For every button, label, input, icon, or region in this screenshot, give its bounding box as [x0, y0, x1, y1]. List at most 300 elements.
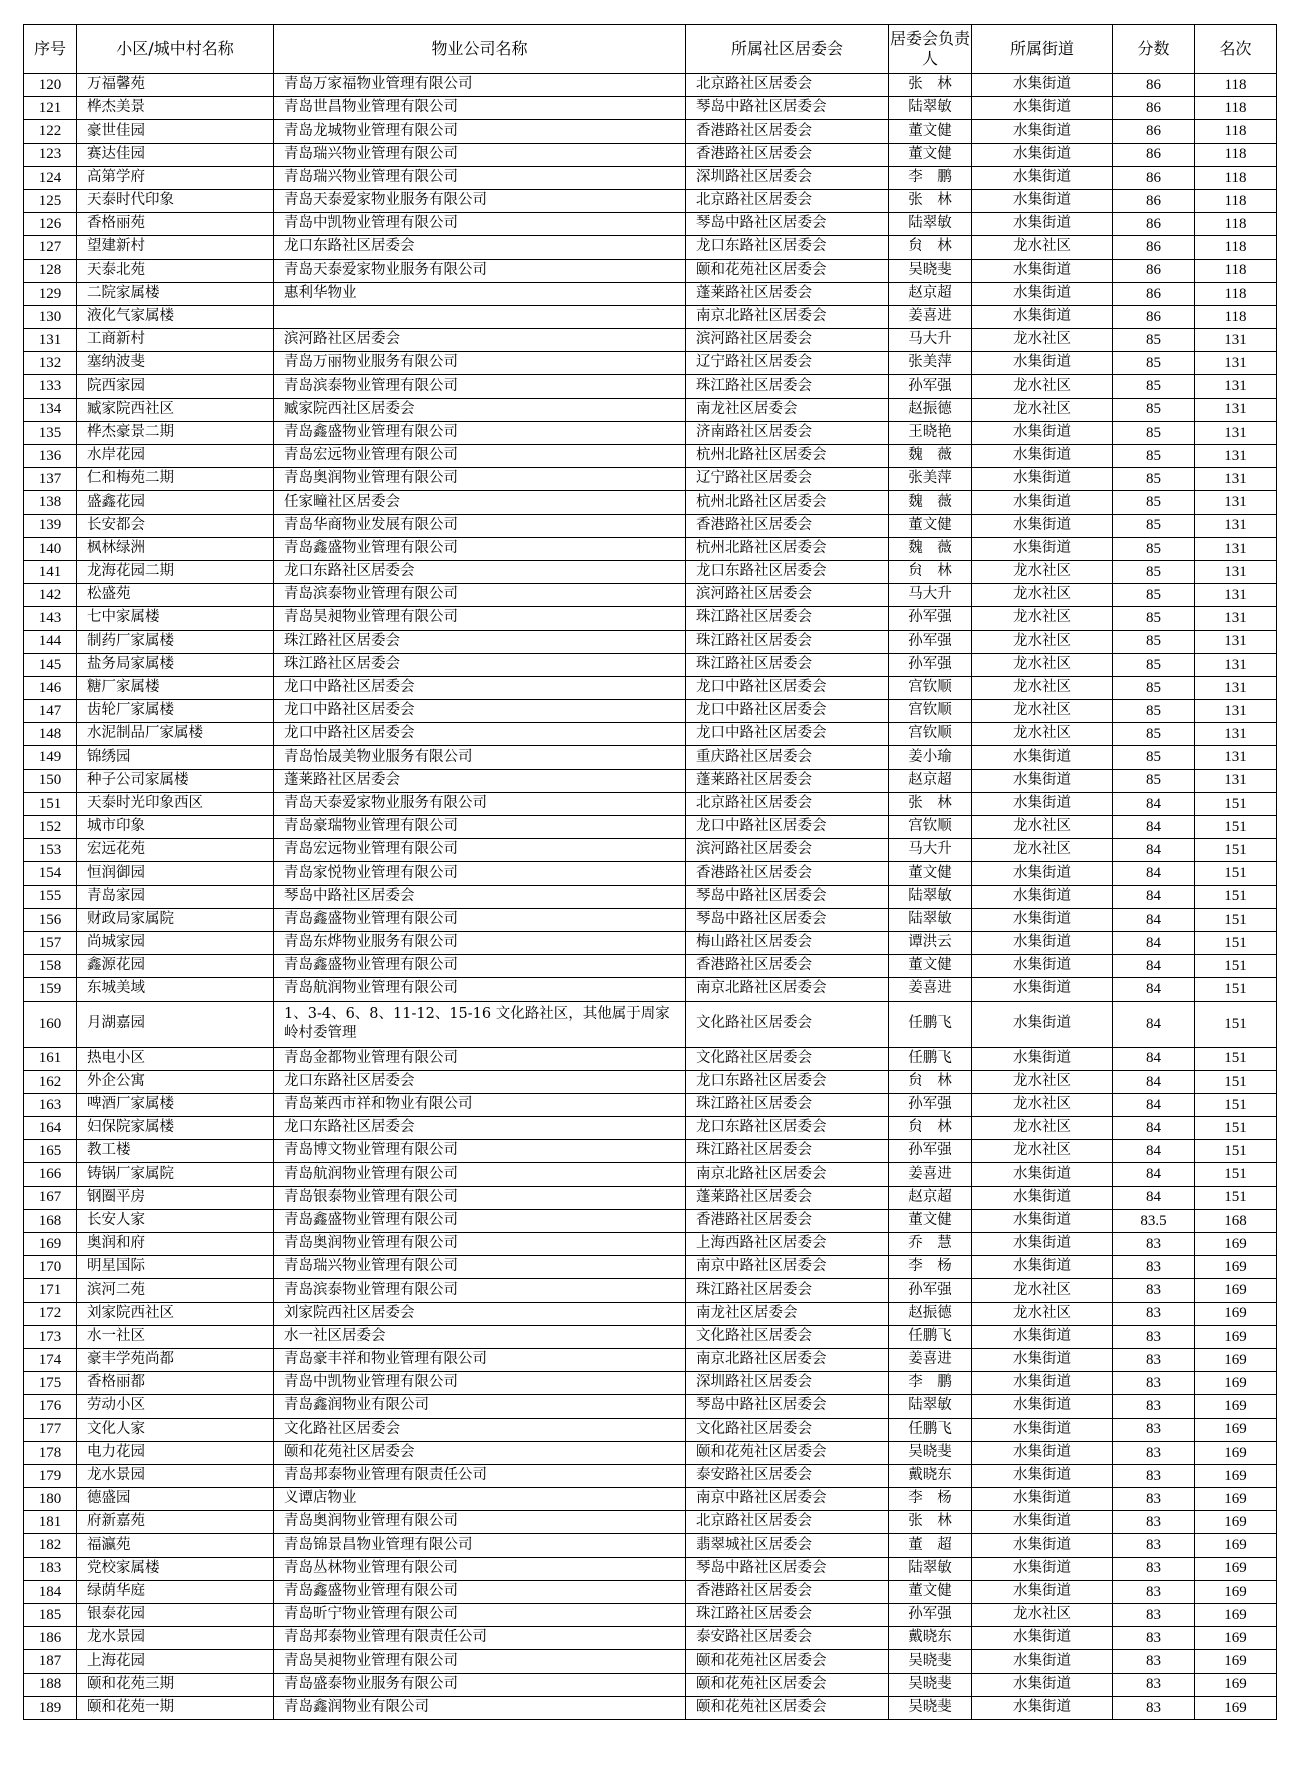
cell-subdistrict: 水集街道 — [972, 352, 1113, 375]
cell-score: 83 — [1113, 1441, 1195, 1464]
table-row — [24, 607, 1277, 630]
cell-residents-committee: 文化路社区居委会 — [686, 1418, 889, 1441]
cell-residents-committee: 香港路社区居委会 — [686, 1209, 889, 1232]
cell-community-name: 齿轮厂家属楼 — [77, 700, 274, 723]
cell-committee-head: 赵京超 — [889, 282, 972, 305]
cell-committee-head: 张 林 — [889, 74, 972, 97]
cell-committee-head: 吴晓斐 — [889, 1650, 972, 1673]
cell-property-company: 龙口中路社区居委会 — [274, 700, 686, 723]
cell-index: 164 — [24, 1117, 77, 1140]
cell-index: 130 — [24, 305, 77, 328]
cell-residents-committee: 文化路社区居委会 — [686, 1325, 889, 1348]
cell-residents-committee: 琴岛中路社区居委会 — [686, 97, 889, 120]
cell-index: 166 — [24, 1163, 77, 1186]
cell-subdistrict: 水集街道 — [972, 74, 1113, 97]
cell-subdistrict: 水集街道 — [972, 1325, 1113, 1348]
cell-rank: 131 — [1195, 468, 1277, 491]
cell-residents-committee: 香港路社区居委会 — [686, 1580, 889, 1603]
cell-community-name: 臧家院西社区 — [77, 398, 274, 421]
cell-community-name: 宏远花苑 — [77, 839, 274, 862]
cell-index: 161 — [24, 1047, 77, 1070]
cell-rank: 169 — [1195, 1511, 1277, 1534]
cell-index: 173 — [24, 1325, 77, 1348]
table-row — [24, 560, 1277, 583]
cell-committee-head: 董 超 — [889, 1534, 972, 1557]
cell-index: 128 — [24, 259, 77, 282]
cell-residents-committee: 北京路社区居委会 — [686, 792, 889, 815]
cell-community-name: 铸锅厂家属院 — [77, 1163, 274, 1186]
cell-property-company: 青岛天泰爱家物业服务有限公司 — [274, 189, 686, 212]
cell-committee-head: 马大升 — [889, 839, 972, 862]
cell-committee-head: 张 林 — [889, 792, 972, 815]
header-committee-head: 居委会负责人 — [889, 25, 972, 74]
cell-score: 85 — [1113, 723, 1195, 746]
cell-subdistrict: 水集街道 — [972, 1696, 1113, 1719]
table-row — [24, 1163, 1277, 1186]
table-row — [24, 97, 1277, 120]
table-row — [24, 1325, 1277, 1348]
cell-index: 142 — [24, 584, 77, 607]
cell-residents-committee: 北京路社区居委会 — [686, 189, 889, 212]
cell-property-company: 龙口东路社区居委会 — [274, 560, 686, 583]
table-row — [24, 584, 1277, 607]
cell-property-company: 青岛莱西市祥和物业有限公司 — [274, 1093, 686, 1116]
cell-index: 132 — [24, 352, 77, 375]
cell-rank: 131 — [1195, 514, 1277, 537]
cell-property-company: 青岛宏远物业管理有限公司 — [274, 445, 686, 468]
cell-rank: 169 — [1195, 1348, 1277, 1371]
cell-property-company: 惠利华物业 — [274, 282, 686, 305]
cell-rank: 169 — [1195, 1279, 1277, 1302]
cell-score: 85 — [1113, 653, 1195, 676]
cell-rank: 151 — [1195, 1093, 1277, 1116]
cell-index: 126 — [24, 213, 77, 236]
cell-property-company: 青岛滨泰物业管理有限公司 — [274, 584, 686, 607]
cell-score: 85 — [1113, 746, 1195, 769]
cell-property-company: 青岛世昌物业管理有限公司 — [274, 97, 686, 120]
cell-rank: 169 — [1195, 1256, 1277, 1279]
cell-score: 84 — [1113, 1186, 1195, 1209]
cell-score: 85 — [1113, 607, 1195, 630]
cell-committee-head: 孙军强 — [889, 607, 972, 630]
cell-score: 84 — [1113, 885, 1195, 908]
cell-index: 163 — [24, 1093, 77, 1116]
cell-property-company: 青岛航润物业管理有限公司 — [274, 978, 686, 1001]
cell-rank: 169 — [1195, 1696, 1277, 1719]
cell-residents-committee: 珠江路社区居委会 — [686, 607, 889, 630]
cell-subdistrict: 水集街道 — [972, 213, 1113, 236]
cell-residents-committee: 北京路社区居委会 — [686, 1511, 889, 1534]
cell-score: 85 — [1113, 700, 1195, 723]
cell-residents-committee: 南京北路社区居委会 — [686, 978, 889, 1001]
cell-score: 83.5 — [1113, 1209, 1195, 1232]
table-row — [24, 1372, 1277, 1395]
table-row — [24, 862, 1277, 885]
cell-subdistrict: 龙水社区 — [972, 375, 1113, 398]
cell-subdistrict: 龙水社区 — [972, 584, 1113, 607]
cell-committee-head: 姜小瑜 — [889, 746, 972, 769]
cell-community-name: 赛达佳园 — [77, 143, 274, 166]
cell-community-name: 桦杰美景 — [77, 97, 274, 120]
cell-community-name: 妇保院家属楼 — [77, 1117, 274, 1140]
cell-committee-head: 陆翠敏 — [889, 1557, 972, 1580]
cell-committee-head: 任鹏飞 — [889, 1001, 972, 1047]
cell-subdistrict: 水集街道 — [972, 1673, 1113, 1696]
cell-residents-committee: 南京北路社区居委会 — [686, 305, 889, 328]
cell-community-name: 液化气家属楼 — [77, 305, 274, 328]
cell-score: 84 — [1113, 839, 1195, 862]
cell-rank: 131 — [1195, 630, 1277, 653]
cell-index: 122 — [24, 120, 77, 143]
cell-subdistrict: 水集街道 — [972, 120, 1113, 143]
cell-property-company: 龙口中路社区居委会 — [274, 676, 686, 699]
cell-residents-committee: 龙口东路社区居委会 — [686, 1070, 889, 1093]
cell-community-name: 党校家属楼 — [77, 1557, 274, 1580]
table-body — [24, 74, 1277, 1720]
table-row — [24, 1464, 1277, 1487]
cell-committee-head: 贠 林 — [889, 1070, 972, 1093]
header-score: 分数 — [1113, 25, 1195, 74]
cell-property-company: 青岛龙城物业管理有限公司 — [274, 120, 686, 143]
cell-residents-committee: 龙口中路社区居委会 — [686, 816, 889, 839]
cell-residents-committee: 重庆路社区居委会 — [686, 746, 889, 769]
cell-committee-head: 陆翠敏 — [889, 1395, 972, 1418]
cell-property-company: 青岛华商物业发展有限公司 — [274, 514, 686, 537]
table-row — [24, 375, 1277, 398]
cell-community-name: 枫林绿洲 — [77, 537, 274, 560]
ranking-sheet — [23, 24, 1276, 1720]
cell-score: 83 — [1113, 1464, 1195, 1487]
cell-subdistrict: 水集街道 — [972, 259, 1113, 282]
cell-index: 125 — [24, 189, 77, 212]
cell-committee-head: 孙军强 — [889, 653, 972, 676]
cell-residents-committee: 南京中路社区居委会 — [686, 1256, 889, 1279]
cell-subdistrict: 水集街道 — [972, 1441, 1113, 1464]
table-row — [24, 908, 1277, 931]
cell-score: 86 — [1113, 282, 1195, 305]
table-row — [24, 213, 1277, 236]
cell-community-name: 糖厂家属楼 — [77, 676, 274, 699]
cell-score: 86 — [1113, 236, 1195, 259]
cell-subdistrict: 龙水社区 — [972, 1279, 1113, 1302]
cell-property-company: 青岛鑫盛物业管理有限公司 — [274, 537, 686, 560]
table-row — [24, 1418, 1277, 1441]
cell-rank: 151 — [1195, 1140, 1277, 1163]
cell-residents-committee: 南京北路社区居委会 — [686, 1348, 889, 1371]
cell-index: 176 — [24, 1395, 77, 1418]
cell-index: 140 — [24, 537, 77, 560]
cell-committee-head: 任鹏飞 — [889, 1325, 972, 1348]
cell-residents-committee: 龙口中路社区居委会 — [686, 723, 889, 746]
cell-rank: 131 — [1195, 700, 1277, 723]
cell-committee-head: 宫钦顺 — [889, 700, 972, 723]
cell-rank: 169 — [1195, 1441, 1277, 1464]
cell-residents-committee: 珠江路社区居委会 — [686, 375, 889, 398]
cell-community-name: 天泰北苑 — [77, 259, 274, 282]
cell-index: 154 — [24, 862, 77, 885]
cell-index: 134 — [24, 398, 77, 421]
cell-index: 150 — [24, 769, 77, 792]
cell-community-name: 劳动小区 — [77, 1395, 274, 1418]
cell-property-company: 臧家院西社区居委会 — [274, 398, 686, 421]
cell-community-name: 城市印象 — [77, 816, 274, 839]
cell-community-name: 啤酒厂家属楼 — [77, 1093, 274, 1116]
cell-subdistrict: 龙水社区 — [972, 1302, 1113, 1325]
cell-residents-committee: 深圳路社区居委会 — [686, 166, 889, 189]
cell-rank: 169 — [1195, 1302, 1277, 1325]
cell-rank: 118 — [1195, 305, 1277, 328]
cell-committee-head: 马大升 — [889, 329, 972, 352]
cell-subdistrict: 水集街道 — [972, 1001, 1113, 1047]
cell-subdistrict: 水集街道 — [972, 143, 1113, 166]
cell-index: 168 — [24, 1209, 77, 1232]
cell-property-company: 青岛航润物业管理有限公司 — [274, 1163, 686, 1186]
cell-subdistrict: 水集街道 — [972, 885, 1113, 908]
table-row — [24, 630, 1277, 653]
table-row — [24, 700, 1277, 723]
cell-residents-committee: 龙口中路社区居委会 — [686, 700, 889, 723]
cell-community-name: 长安人家 — [77, 1209, 274, 1232]
cell-index: 145 — [24, 653, 77, 676]
cell-community-name: 明星国际 — [77, 1256, 274, 1279]
cell-property-company: 青岛鑫盛物业管理有限公司 — [274, 1209, 686, 1232]
cell-score: 86 — [1113, 143, 1195, 166]
cell-committee-head: 任鹏飞 — [889, 1418, 972, 1441]
cell-rank: 131 — [1195, 352, 1277, 375]
cell-rank: 151 — [1195, 978, 1277, 1001]
cell-property-company: 青岛鑫盛物业管理有限公司 — [274, 908, 686, 931]
cell-subdistrict: 龙水社区 — [972, 1604, 1113, 1627]
cell-property-company: 青岛锦景昌物业管理有限公司 — [274, 1534, 686, 1557]
cell-index: 136 — [24, 445, 77, 468]
table-row — [24, 514, 1277, 537]
cell-community-name: 电力花园 — [77, 1441, 274, 1464]
cell-index: 148 — [24, 723, 77, 746]
table-row — [24, 259, 1277, 282]
cell-committee-head: 张 林 — [889, 189, 972, 212]
cell-rank: 169 — [1195, 1604, 1277, 1627]
cell-committee-head: 贠 林 — [889, 560, 972, 583]
cell-score: 85 — [1113, 491, 1195, 514]
cell-community-name: 水岸花园 — [77, 445, 274, 468]
cell-residents-committee: 滨河路社区居委会 — [686, 329, 889, 352]
cell-community-name: 种子公司家属楼 — [77, 769, 274, 792]
table-row — [24, 282, 1277, 305]
cell-community-name: 豪丰学苑尚都 — [77, 1348, 274, 1371]
cell-index: 120 — [24, 74, 77, 97]
cell-property-company: 青岛瑞兴物业管理有限公司 — [274, 143, 686, 166]
cell-property-company: 青岛家悦物业管理有限公司 — [274, 862, 686, 885]
cell-rank: 151 — [1195, 908, 1277, 931]
cell-property-company: 青岛瑞兴物业管理有限公司 — [274, 166, 686, 189]
cell-property-company: 青岛金都物业管理有限公司 — [274, 1047, 686, 1070]
cell-subdistrict: 水集街道 — [972, 1348, 1113, 1371]
cell-property-company: 青岛昊昶物业管理有限公司 — [274, 607, 686, 630]
cell-residents-committee: 颐和花苑社区居委会 — [686, 1650, 889, 1673]
cell-score: 84 — [1113, 955, 1195, 978]
table-row — [24, 421, 1277, 444]
cell-committee-head: 吴晓斐 — [889, 1696, 972, 1719]
cell-rank: 131 — [1195, 584, 1277, 607]
cell-residents-committee: 上海西路社区居委会 — [686, 1233, 889, 1256]
cell-score: 83 — [1113, 1557, 1195, 1580]
cell-subdistrict: 龙水社区 — [972, 607, 1113, 630]
cell-property-company: 青岛豪丰祥和物业管理有限公司 — [274, 1348, 686, 1371]
cell-residents-committee: 珠江路社区居委会 — [686, 630, 889, 653]
table-row — [24, 1186, 1277, 1209]
cell-score: 84 — [1113, 908, 1195, 931]
table-row — [24, 839, 1277, 862]
cell-committee-head: 张美萍 — [889, 352, 972, 375]
cell-score: 85 — [1113, 630, 1195, 653]
cell-rank: 131 — [1195, 723, 1277, 746]
cell-committee-head: 孙军强 — [889, 1279, 972, 1302]
cell-community-name: 香格丽都 — [77, 1372, 274, 1395]
table-row — [24, 537, 1277, 560]
cell-subdistrict: 水集街道 — [972, 1186, 1113, 1209]
cell-subdistrict: 龙水社区 — [972, 630, 1113, 653]
cell-residents-committee: 颐和花苑社区居委会 — [686, 1673, 889, 1696]
cell-community-name: 钢圈平房 — [77, 1186, 274, 1209]
cell-rank: 118 — [1195, 236, 1277, 259]
cell-community-name: 香格丽苑 — [77, 213, 274, 236]
cell-subdistrict: 龙水社区 — [972, 1093, 1113, 1116]
cell-index: 155 — [24, 885, 77, 908]
cell-score: 86 — [1113, 74, 1195, 97]
cell-index: 162 — [24, 1070, 77, 1093]
cell-score: 83 — [1113, 1673, 1195, 1696]
cell-subdistrict: 水集街道 — [972, 282, 1113, 305]
cell-property-company: 青岛中凯物业管理有限公司 — [274, 213, 686, 236]
cell-subdistrict: 水集街道 — [972, 1627, 1113, 1650]
cell-committee-head: 董文健 — [889, 1209, 972, 1232]
cell-index: 156 — [24, 908, 77, 931]
cell-residents-committee: 珠江路社区居委会 — [686, 1140, 889, 1163]
cell-community-name: 上海花园 — [77, 1650, 274, 1673]
cell-index: 178 — [24, 1441, 77, 1464]
cell-index: 177 — [24, 1418, 77, 1441]
cell-community-name: 福瀛苑 — [77, 1534, 274, 1557]
cell-index: 181 — [24, 1511, 77, 1534]
cell-rank: 118 — [1195, 74, 1277, 97]
cell-index: 189 — [24, 1696, 77, 1719]
cell-residents-committee: 泰安路社区居委会 — [686, 1464, 889, 1487]
cell-committee-head: 王晓艳 — [889, 421, 972, 444]
table-row — [24, 769, 1277, 792]
cell-community-name: 文化人家 — [77, 1418, 274, 1441]
cell-subdistrict: 水集街道 — [972, 1372, 1113, 1395]
cell-index: 139 — [24, 514, 77, 537]
cell-residents-committee: 北京路社区居委会 — [686, 74, 889, 97]
cell-rank: 131 — [1195, 769, 1277, 792]
cell-rank: 118 — [1195, 213, 1277, 236]
cell-subdistrict: 龙水社区 — [972, 816, 1113, 839]
table-row — [24, 1279, 1277, 1302]
cell-index: 171 — [24, 1279, 77, 1302]
cell-index: 141 — [24, 560, 77, 583]
cell-subdistrict: 龙水社区 — [972, 700, 1113, 723]
cell-subdistrict: 水集街道 — [972, 1163, 1113, 1186]
table-row — [24, 1209, 1277, 1232]
cell-community-name: 刘家院西社区 — [77, 1302, 274, 1325]
cell-subdistrict: 水集街道 — [972, 1418, 1113, 1441]
cell-index: 158 — [24, 955, 77, 978]
cell-community-name: 水一社区 — [77, 1325, 274, 1348]
cell-subdistrict: 水集街道 — [972, 1395, 1113, 1418]
cell-rank: 151 — [1195, 839, 1277, 862]
cell-residents-committee: 滨河路社区居委会 — [686, 584, 889, 607]
cell-index: 167 — [24, 1186, 77, 1209]
cell-committee-head: 魏 薇 — [889, 537, 972, 560]
cell-score: 86 — [1113, 166, 1195, 189]
cell-residents-committee: 南京北路社区居委会 — [686, 1163, 889, 1186]
table-row — [24, 653, 1277, 676]
cell-committee-head: 李 杨 — [889, 1488, 972, 1511]
cell-subdistrict: 水集街道 — [972, 1650, 1113, 1673]
cell-subdistrict: 龙水社区 — [972, 236, 1113, 259]
cell-index: 187 — [24, 1650, 77, 1673]
header-residents-committee: 所属社区居委会 — [686, 25, 889, 74]
header-property-company: 物业公司名称 — [274, 25, 686, 74]
cell-rank: 131 — [1195, 375, 1277, 398]
cell-committee-head: 姜喜进 — [889, 978, 972, 1001]
cell-committee-head: 孙军强 — [889, 1140, 972, 1163]
cell-community-name: 二院家属楼 — [77, 282, 274, 305]
cell-score: 83 — [1113, 1233, 1195, 1256]
table-row — [24, 746, 1277, 769]
table-row — [24, 1673, 1277, 1696]
cell-score: 85 — [1113, 514, 1195, 537]
cell-residents-committee: 琴岛中路社区居委会 — [686, 885, 889, 908]
cell-property-company: 青岛东烨物业服务有限公司 — [274, 931, 686, 954]
cell-index: 151 — [24, 792, 77, 815]
table-row — [24, 978, 1277, 1001]
cell-property-company: 滨河路社区居委会 — [274, 329, 686, 352]
cell-subdistrict: 水集街道 — [972, 1580, 1113, 1603]
cell-committee-head: 宫钦顺 — [889, 676, 972, 699]
cell-rank: 118 — [1195, 120, 1277, 143]
cell-score: 86 — [1113, 189, 1195, 212]
cell-subdistrict: 水集街道 — [972, 421, 1113, 444]
cell-rank: 169 — [1195, 1673, 1277, 1696]
cell-property-company — [274, 305, 686, 328]
cell-property-company: 义谭店物业 — [274, 1488, 686, 1511]
cell-rank: 118 — [1195, 259, 1277, 282]
cell-committee-head: 宫钦顺 — [889, 816, 972, 839]
cell-index: 169 — [24, 1233, 77, 1256]
table-row — [24, 74, 1277, 97]
cell-residents-committee: 龙口东路社区居委会 — [686, 560, 889, 583]
table-row — [24, 1302, 1277, 1325]
cell-score: 84 — [1113, 862, 1195, 885]
cell-index: 127 — [24, 236, 77, 259]
table-row — [24, 491, 1277, 514]
cell-subdistrict: 水集街道 — [972, 1233, 1113, 1256]
cell-rank: 151 — [1195, 816, 1277, 839]
cell-subdistrict: 水集街道 — [972, 792, 1113, 815]
cell-property-company: 蓬莱路社区居委会 — [274, 769, 686, 792]
cell-index: 121 — [24, 97, 77, 120]
table-row — [24, 1696, 1277, 1719]
cell-score: 83 — [1113, 1372, 1195, 1395]
table-row — [24, 1488, 1277, 1511]
cell-property-company: 青岛天泰爱家物业服务有限公司 — [274, 259, 686, 282]
cell-community-name: 龙海花园二期 — [77, 560, 274, 583]
cell-subdistrict: 龙水社区 — [972, 653, 1113, 676]
cell-committee-head: 魏 薇 — [889, 491, 972, 514]
cell-score: 85 — [1113, 375, 1195, 398]
cell-rank: 131 — [1195, 398, 1277, 421]
